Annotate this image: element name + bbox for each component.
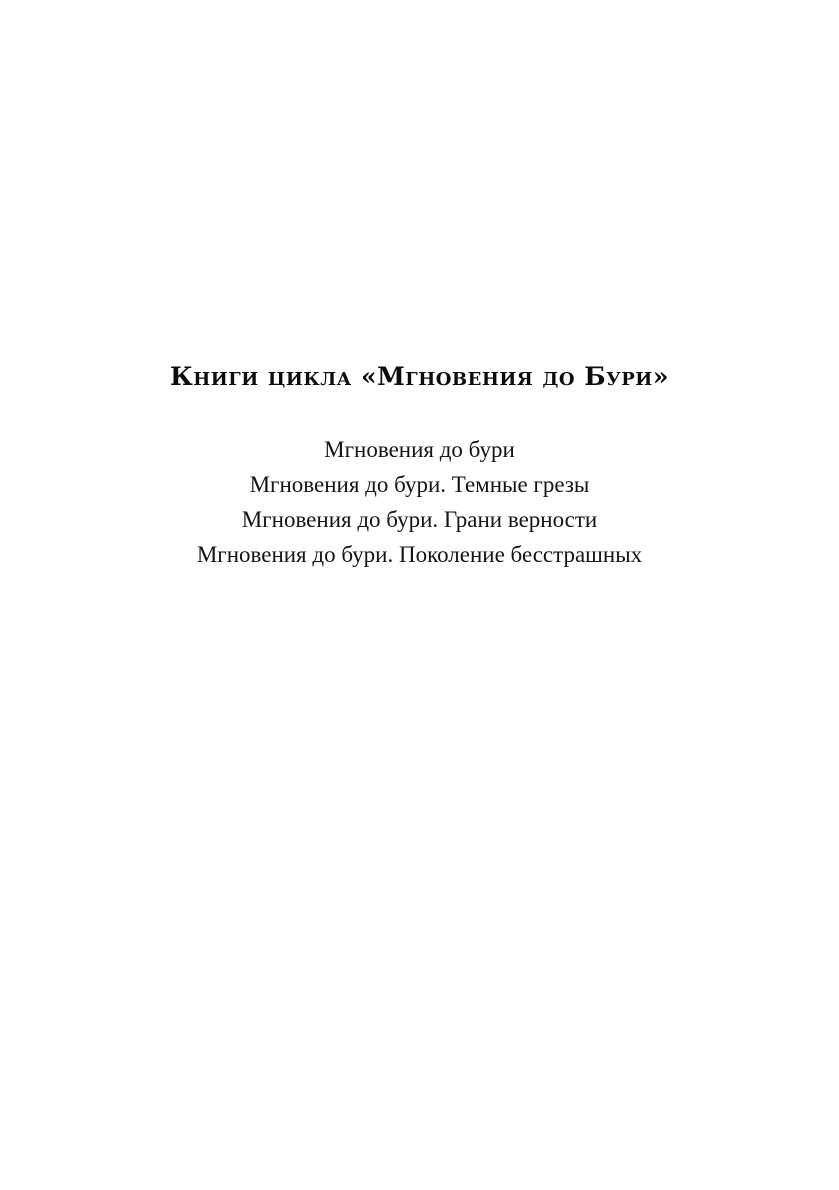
list-item: Мгновения до бури. Поколение бесстрашных (196, 542, 643, 567)
list-item: Мгновения до бури. Грани верности (241, 507, 598, 532)
series-listing-block (0, 362, 839, 572)
book-list (0, 432, 839, 572)
list-item: Мгновения до бури. Темные грезы (249, 472, 590, 497)
series-heading: Книги цикла «Мгновения до Бури» (170, 362, 669, 391)
list-item: Мгновения до бури (324, 437, 515, 462)
